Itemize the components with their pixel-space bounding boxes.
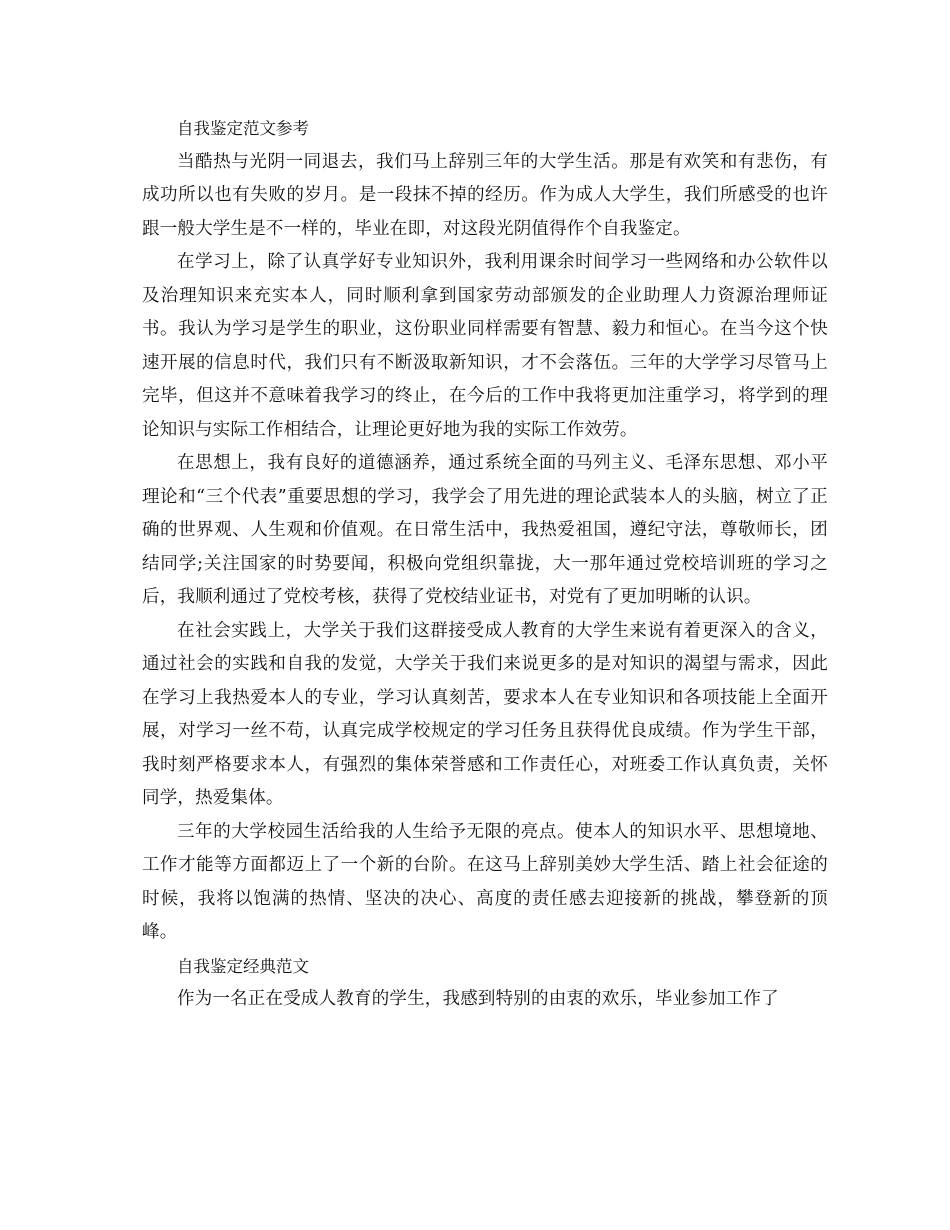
paragraph: 三年的大学校园生活给我的人生给予无限的亮点。使本人的知识水平、思想境地、工作才能等方面都迈上了一个新的台阶。在这马上辞别美妙大学生活、踏上社会征途的时候，我将以饱满的热情、坚决的决心、高度的责任感去迎接新的挑战，攀登新的顶峰。 [142,821,828,942]
section-heading: 自我鉴定范文参考 [177,119,309,138]
paragraph: 在社会实践上，大学关于我们这群接受成人教育的大学生来说有着更深入的含义，通过社会的实践和自我的发觉，大学关于我们来说更多的是对知识的渴望与需求，因此在学习上我热爱本人的专业，学习认真刻苦，要求本人在专业知识和各项技能上全面开展，对学习一丝不苟，认真完成学校规定的学习任务且获得优良成绩。作为学生干部，我时刻严格要求本人，有强烈的集体荣誉感和工作责任心，对班委工作认真负责，关怀同学，热爱集体。 [142,620,828,808]
section-heading: 自我鉴定经典范文 [177,956,309,976]
paragraph: 在学习上，除了认真学好专业知识外，我利用课余时间学习一些网络和办公软件以及治理知识来充实本人，同时顺利拿到国家劳动部颁发的企业助理人力资源治理师证书。我认为学习是学生的职业，这份职业同样需要有智慧、毅力和恒心。在当今这个快速开展的信息时代，我们只有不断汲取新知识，才不会落伍。三年的大学学习尽管马上完毕，但这并不意味着我学习的终止，在今后的工作中我将更加注重学习，将学到的理论知识与实际工作相结合，让理论更好地为我的实际工作效劳。 [142,252,828,440]
paragraph: 当酷热与光阴一同退去，我们马上辞别三年的大学生活。那是有欢笑和有悲伤，有成功所以也有失败的岁月。是一段抹不掉的经历。作为成人大学生，我们所感受的也许跟一般大学生是不一样的，毕业在即，对这段光阴值得作个自我鉴定。 [142,151,828,239]
document-body [142,112,828,1017]
paragraph: 作为一名正在受成人教育的学生，我感到特别的由衷的欢乐，毕业参加工作了 [177,989,779,1009]
paragraph: 在思想上，我有良好的道德涵养，通过系统全面的马列主义、毛泽东思想、邓小平理论和“三个代表”重要思想的学习，我学会了用先进的理论武装本人的头脑，树立了正确的世界观、人生观和价值观。在日常生活中，我热爱祖国，遵纪守法，尊敬师长，团结同学;关注国家的时势要闻，积极向党组织靠拢，大一那年通过党校培训班的学习之后，我顺利通过了党校考核，获得了党校结业证书，对党有了更加明晰的认识。 [142,453,828,607]
